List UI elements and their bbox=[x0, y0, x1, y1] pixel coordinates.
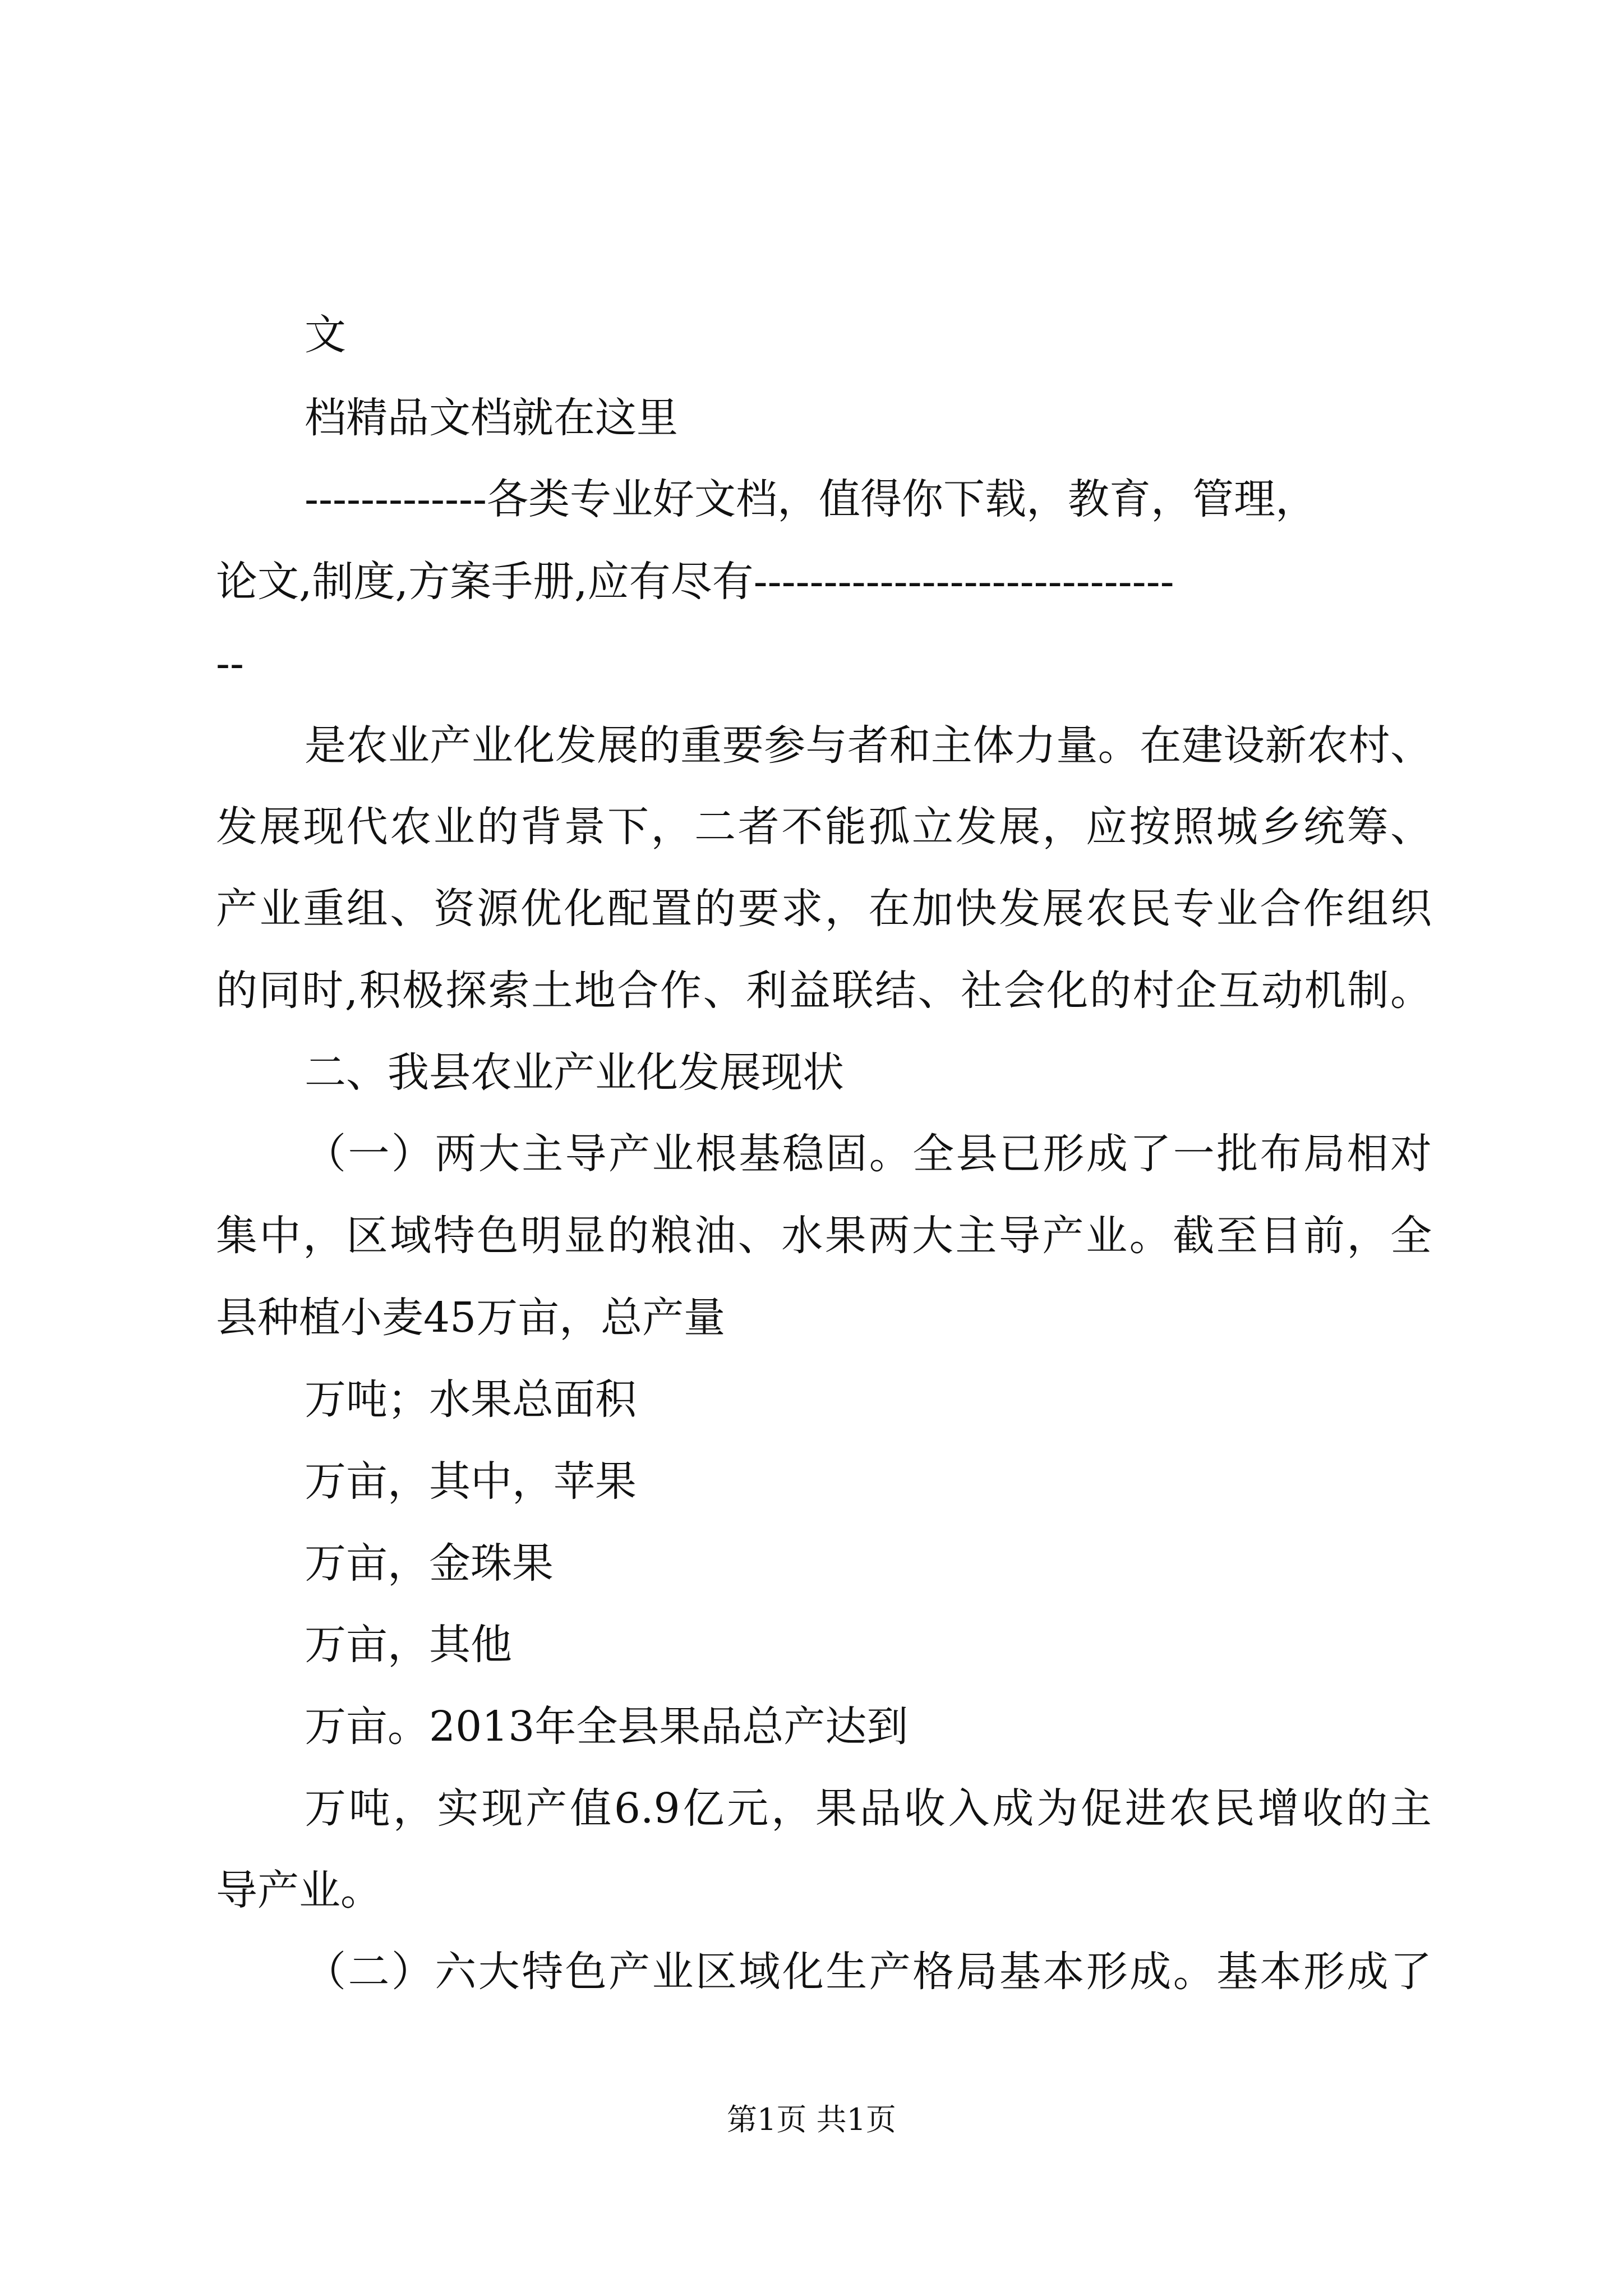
paragraph-line: 的同时,积极探索土地合作、利益联结、社会化的村企互动机制。 bbox=[216, 967, 1432, 1015]
banner-line: -------------各类专业好文档，值得你下载，教育，管理， bbox=[305, 475, 1317, 523]
paragraph-line: 万亩，金珠果 bbox=[305, 1539, 554, 1588]
page-footer: 第1页 共1页 bbox=[727, 2102, 896, 2137]
paragraph-line: 万吨，实现产值6.9亿元，果品收入成为促进农民增收的主 bbox=[305, 1784, 1432, 1833]
paragraph-line: 万吨；水果总面积 bbox=[305, 1375, 637, 1424]
paragraph-line: （一）两大主导产业根基稳固。全县已形成了一批布局相对 bbox=[305, 1130, 1432, 1178]
paragraph-line: 发展现代农业的背景下，二者不能孤立发展，应按照城乡统筹、 bbox=[216, 803, 1432, 851]
paragraph-line: 万亩，其他 bbox=[305, 1621, 512, 1669]
header-line: 档精品文档就在这里 bbox=[305, 394, 678, 442]
paragraph-line: （二）六大特色产业区域化生产格局基本形成。基本形成了 bbox=[305, 1948, 1432, 1996]
section-heading: 二、我县农业产业化发展现状 bbox=[305, 1048, 844, 1097]
paragraph-line: 产业重组、资源优化配置的要求，在加快发展农民专业合作组织 bbox=[216, 885, 1432, 933]
paragraph-line: 万亩。2013年全县果品总产达到 bbox=[305, 1703, 909, 1751]
banner-line: -- bbox=[216, 639, 245, 688]
banner-line: 论文,制度,方案手册,应有尽有------------------------------ bbox=[216, 558, 1174, 606]
paragraph-line: 集中，区域特色明显的粮油、水果两大主导产业。截至目前，全 bbox=[216, 1212, 1432, 1260]
paragraph-line: 是农业产业化发展的重要参与者和主体力量。在建设新农村、 bbox=[305, 721, 1432, 770]
header-line: 文 bbox=[305, 311, 346, 359]
paragraph-line: 县种植小麦45万亩，总产量 bbox=[216, 1294, 726, 1342]
paragraph-line: 导产业。 bbox=[216, 1866, 382, 1915]
paragraph-line: 万亩，其中，苹果 bbox=[305, 1457, 637, 1506]
